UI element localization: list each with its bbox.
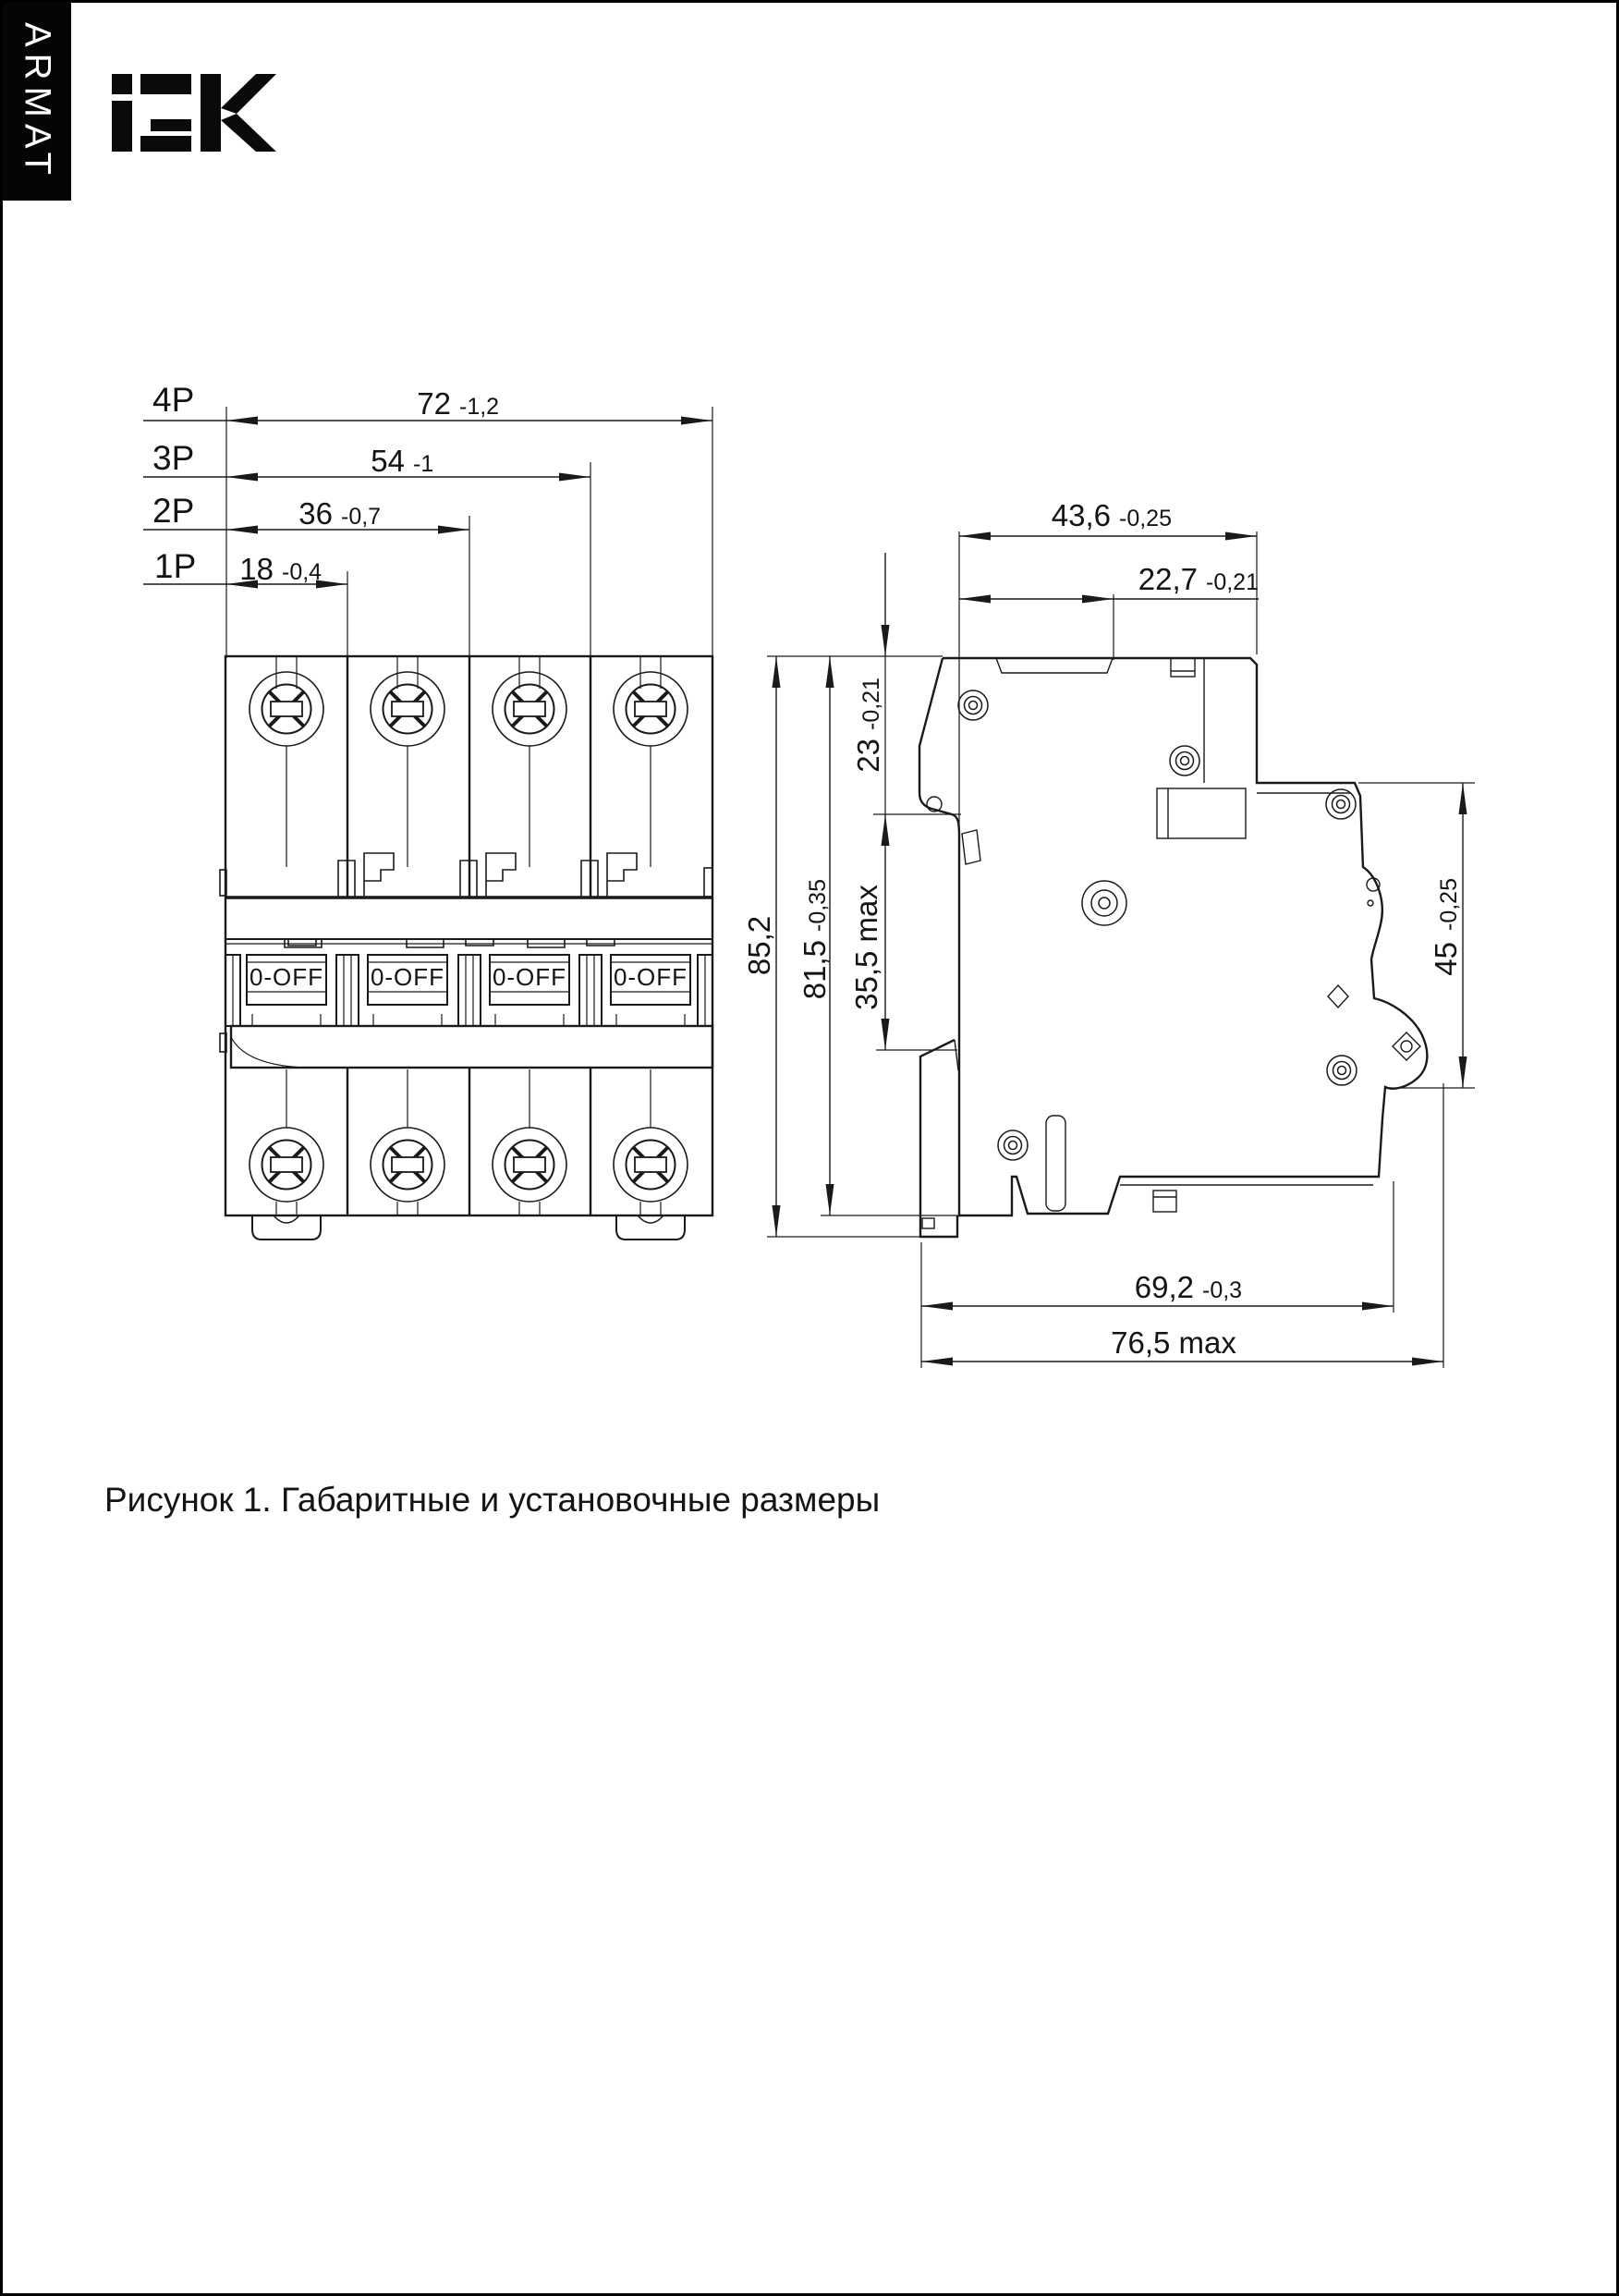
dim-36-value: 36 [298,496,333,531]
figure-caption: Рисунок 1. Габаритные и установочные размеры [104,1481,881,1519]
dim-23-tol: -0,21 [858,678,884,730]
pole-label-4p: 4P [152,381,195,419]
terminal-screw [250,1069,323,1215]
handle-state-label: 0-OFF [249,963,324,991]
terminal-screw [493,656,566,867]
side-body-outline [919,658,1427,1237]
terminal-screw [614,656,688,867]
front-view [143,407,712,1240]
dim-45-value: 45 [1429,942,1463,976]
handle-state-label: 0-OFF [613,963,688,991]
dim-18-value: 18 [239,552,274,586]
front-clip-tabs [220,853,712,947]
terminal-screw [371,656,444,867]
dim-36-tol: -0,7 [341,504,382,530]
dim-54-value: 54 [371,444,405,478]
pole-label-3p: 3P [152,439,195,477]
dim-72-value: 72 [417,386,451,421]
dim-22-7-tol: -0,21 [1206,569,1259,595]
front-trip-bar [220,1026,712,1068]
series-label: ARMAT [17,21,58,182]
handle-state-label: 0-OFF [492,963,567,991]
dim-35-5-value: 35,5 max [849,885,883,1010]
side-view-labels [742,498,1463,1360]
dim-72-tol: -1,2 [459,394,500,420]
dim-69-2-tol: -0,3 [1202,1277,1243,1303]
side-rivets [958,690,1357,1160]
front-din-feet [252,1215,685,1240]
dim-54-tol: -1 [413,451,434,477]
terminal-screw [371,1069,444,1215]
terminal-screw [614,1069,688,1215]
terminal-screw [493,1069,566,1215]
dim-76-5-value: 76,5 max [1111,1325,1236,1360]
front-dimension-lines [143,407,712,658]
dim-85-2-value: 85,2 [742,915,776,976]
dim-22-7-value: 22,7 [1138,562,1198,596]
dim-81-5-value: 81,5 [797,940,832,1000]
dim-43-6-value: 43,6 [1051,498,1111,532]
front-body-outline [225,656,712,1215]
pole-label-1p: 1P [154,547,197,585]
dim-81-5-tol: -0,35 [805,879,831,932]
handle-state-label: 0-OFF [370,963,445,991]
terminal-screw [250,656,323,867]
dim-45-tol: -0,25 [1436,878,1462,931]
front-zone-lines [225,898,712,944]
side-inner-details [922,658,1420,1228]
dim-23-value: 23 [851,739,885,773]
front-view-labels [152,381,688,991]
dim-18-tol: -0,4 [282,559,323,585]
dim-43-6-tol: -0,25 [1119,506,1172,531]
dim-69-2-value: 69,2 [1134,1270,1194,1304]
pole-label-2p: 2P [152,492,195,530]
